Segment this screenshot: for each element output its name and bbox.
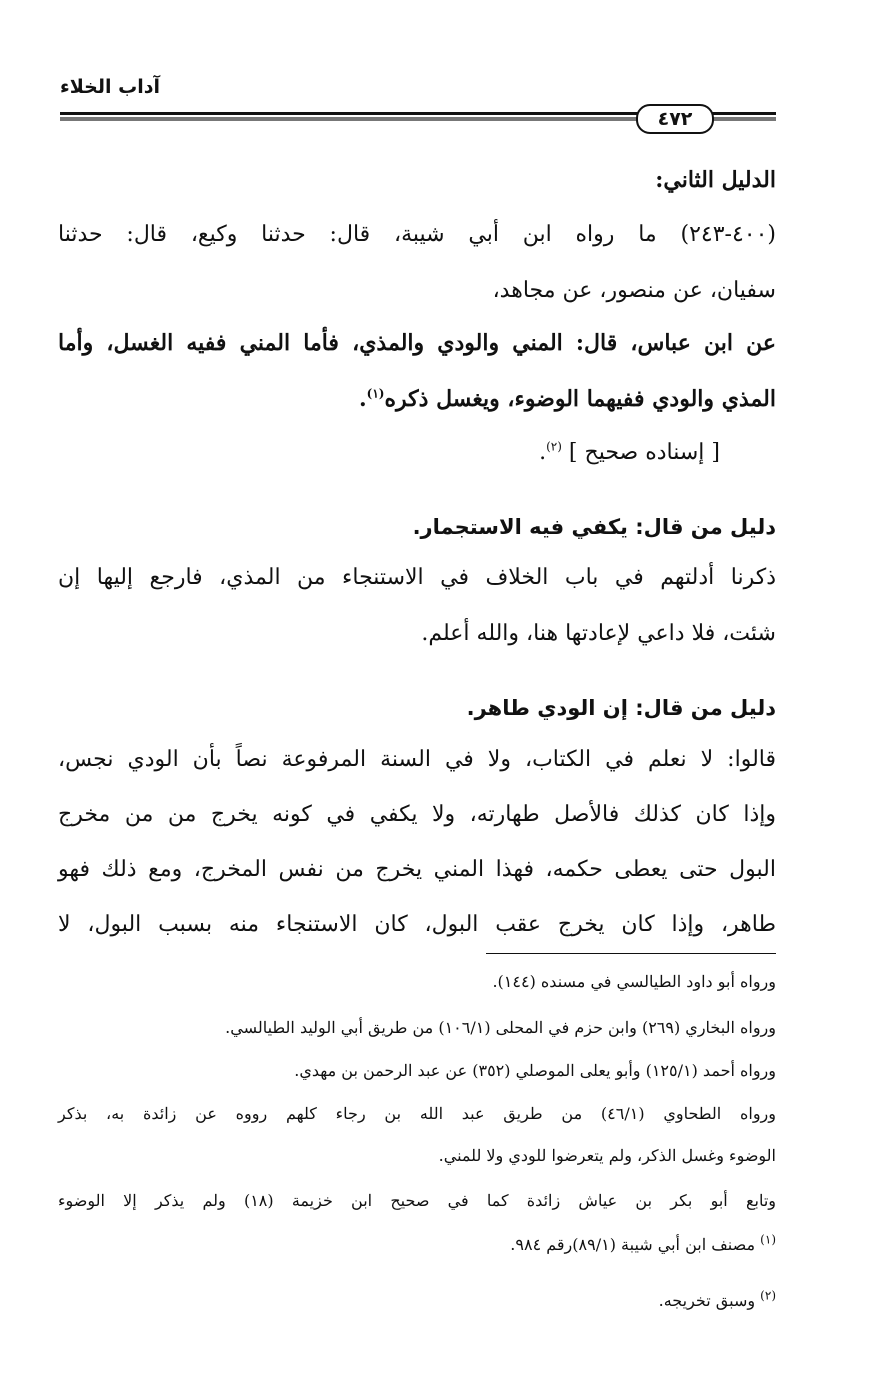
footnote-1 xyxy=(58,1233,776,1257)
footnote-separator xyxy=(486,953,776,954)
hadith-text-line-2-body: المذي والودي ففيهما الوضوء، ويغسل ذكره xyxy=(384,386,776,412)
footnote-line-tahawi-2: الوضوء وغسل الذكر، ولم يتعرضوا للودي ولا للمني. xyxy=(438,1146,776,1165)
footnote-line-ahmad: ورواه أحمد (١٢٥/١) وأبو يعلى الموصلي (٣٥٢) عن عبد الرحمن بن مهدي. xyxy=(294,1061,776,1080)
narration-line-1: (٤٠٠-٢٤٣) ما رواه ابن أبي شيبة، قال: حدثنا وكيع، قال: حدثنا xyxy=(58,222,776,247)
section3-line-3: البول حتى يعطى حكمه، فهذا المني يخرج من نفس المخرج، ومع ذلك فهو xyxy=(58,857,776,882)
footnote-line-abu-dawud: ورواه أبو داود الطيالسي في مسنده (١٤٤). xyxy=(492,972,776,991)
period: . xyxy=(358,386,367,412)
section3-line-4: طاهر، وإذا كان يخرج عقب البول، كان الاستنجاء منه بسبب البول، لا xyxy=(58,912,776,937)
isnad-grade-text: [ إسناده صحيح ] xyxy=(568,440,720,465)
footnote-ref-2: (٢) xyxy=(546,439,562,454)
footnote-line-tahawi-1: ورواه الطحاوي (٤٦/١) من طريق عبد الله بن رجاء كلهم رووه عن زائدة به، بذكر xyxy=(58,1104,777,1123)
section3-line-2: وإذا كان كذلك فالأصل طهارته، ولا يكفي في كونه يخرج من من مخرج xyxy=(58,802,776,827)
section-heading-istijmar: دليل من قال: يكفي فيه الاستجمار. xyxy=(412,515,776,539)
footnote-line-bukhari: ورواه البخاري (٢٦٩) وابن حزم في المحلى (١٠٦/١) من طريق أبي الوليد الطيالسي. xyxy=(225,1018,776,1037)
footnote-line-ibn-khuzaymah: وتابع أبو بكر بن عياش زائدة كما في صحيح ابن خزيمة (١٨) ولم يذكر إلا الوضوء xyxy=(58,1191,776,1210)
footnote-2-marker: (٢) xyxy=(760,1288,776,1303)
section-heading-second-evidence: الدليل الثاني: xyxy=(655,167,776,193)
page-number: ٤٧٢ xyxy=(636,104,714,134)
footnote-2-text: وسبق تخريجه. xyxy=(658,1291,756,1310)
running-header-title: آداب الخلاء xyxy=(60,76,160,98)
section3-line-1: قالوا: لا نعلم في الكتاب، ولا في السنة المرفوعة نصاً بأن الودي نجس، xyxy=(58,747,776,772)
narration-line-2: سفيان، عن منصور، عن مجاهد، xyxy=(492,278,776,303)
footnote-1-marker: (١) xyxy=(760,1232,776,1247)
isnad-grade xyxy=(58,438,776,468)
footnote-1-text: مصنف ابن أبي شيبة (٨٩/١)رقم ٩٨٤. xyxy=(510,1235,756,1254)
section-heading-wadi-pure: دليل من قال: إن الودي طاهر. xyxy=(466,696,776,720)
footnote-ref-1: (١) xyxy=(366,386,385,401)
hadith-text-line-2 xyxy=(58,384,776,414)
period: . xyxy=(539,440,547,465)
footnote-2 xyxy=(58,1289,776,1313)
section2-line-1: ذكرنا أدلتهم في باب الخلاف في الاستنجاء من المذي، فارجع إليها إن xyxy=(58,565,776,590)
hadith-text-line-1: عن ابن عباس، قال: المني والودي والمذي، فأما المني ففيه الغسل، وأما xyxy=(58,330,776,356)
section2-line-2: شئت، فلا داعي لإعادتها هنا، والله أعلم. xyxy=(421,621,776,646)
